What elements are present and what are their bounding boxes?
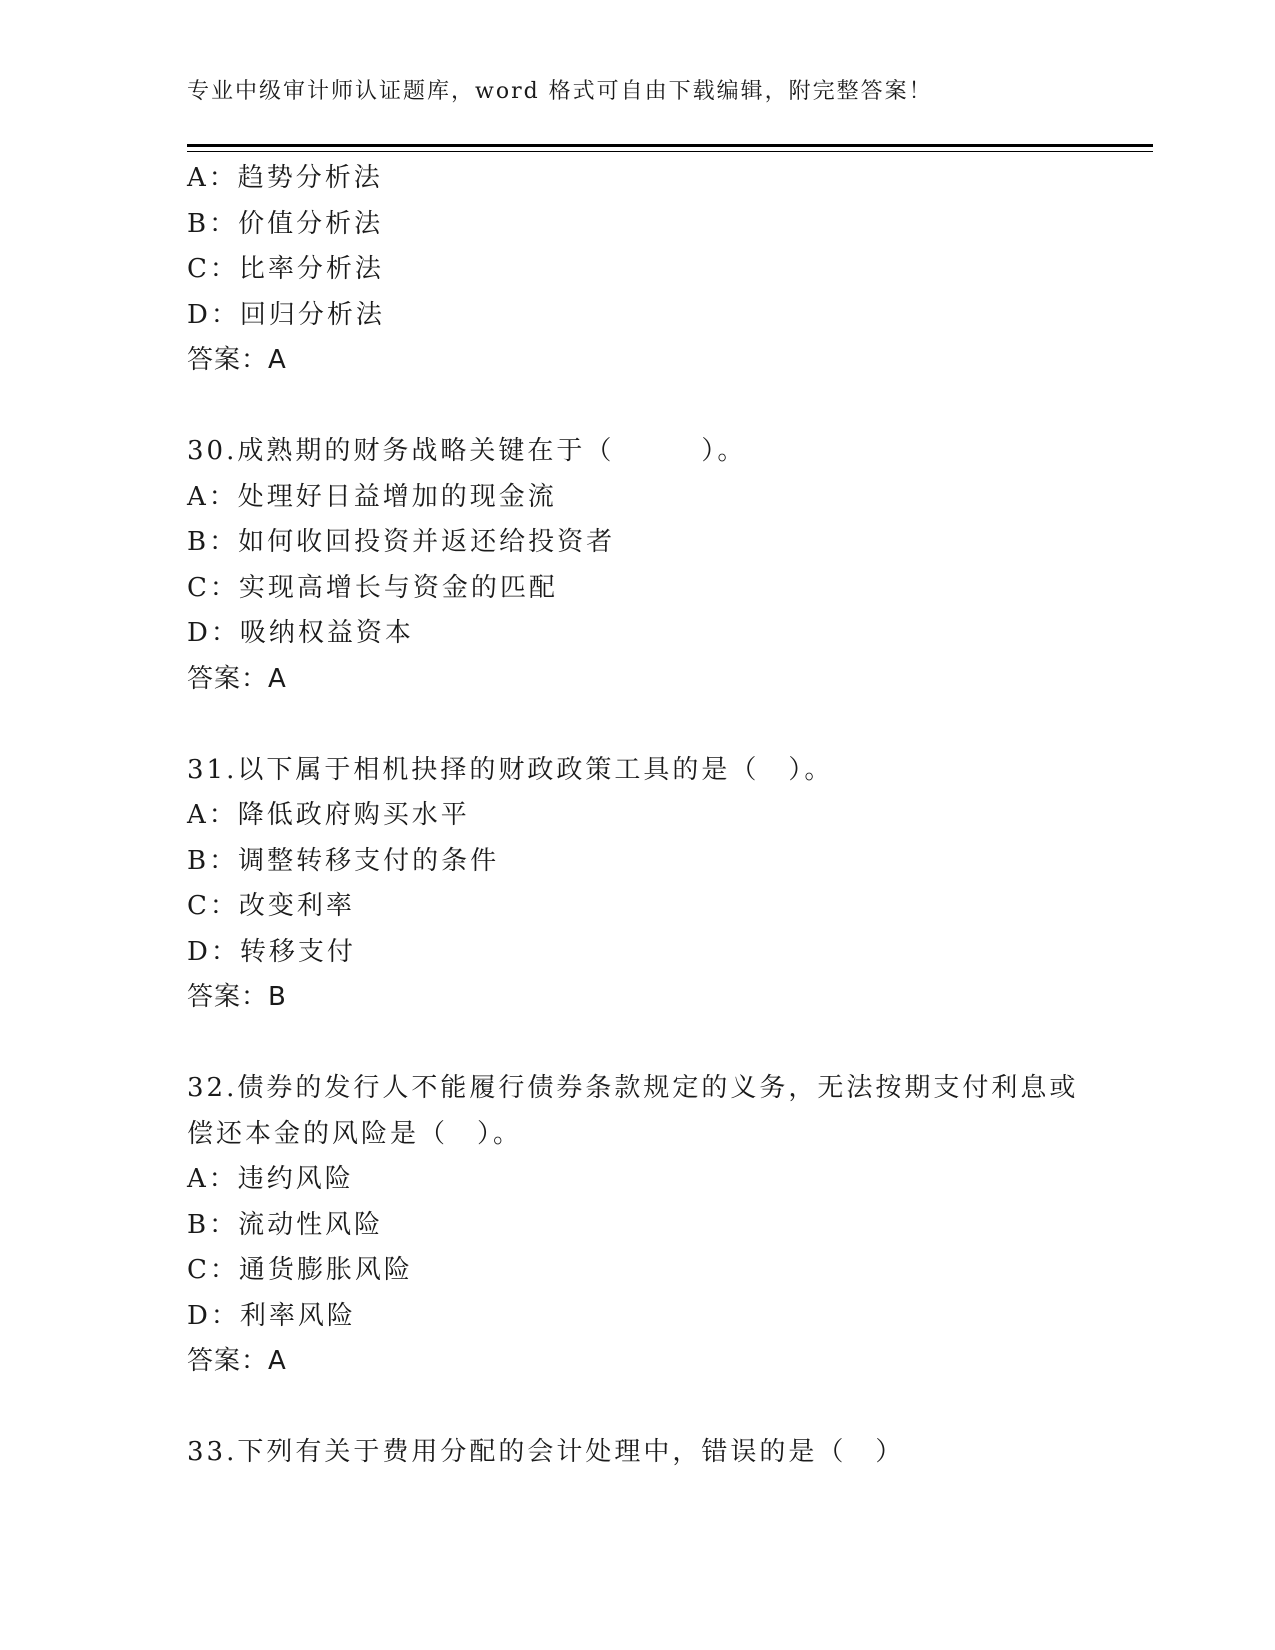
option-d: D：回归分析法 <box>187 299 385 330</box>
answer: 答案：A <box>187 345 287 375</box>
question-text: 31.以下属于相机抉择的财政政策工具的是（ ）。 <box>187 754 834 785</box>
option-a: A：降低政府购买水平 <box>187 800 470 830</box>
question-31 <box>187 748 1087 1021</box>
option-b: B：流动性风险 <box>187 1209 384 1240</box>
option-b: B：价值分析法 <box>187 208 384 239</box>
answer: 答案：A <box>187 663 287 694</box>
option-c: C：实现高增长与资金的匹配 <box>187 572 558 603</box>
answer: 答案：B <box>187 982 287 1012</box>
question-30 <box>187 429 1087 702</box>
question-29 <box>187 156 1087 384</box>
question-text-line-2: 偿还本金的风险是（ ）。 <box>187 1118 523 1149</box>
option-d: D：吸纳权益资本 <box>187 618 414 648</box>
header-rule-thick <box>187 144 1153 147</box>
option-a: A：趋势分析法 <box>187 163 383 193</box>
question-33 <box>187 1430 1087 1476</box>
option-b: B：如何收回投资并返还给投资者 <box>187 527 616 557</box>
option-c: C：通货膨胀风险 <box>187 1255 413 1285</box>
page-header: 专业中级审计师认证题库，word 格式可自由下载编辑，附完整答案！ <box>187 79 933 104</box>
question-text-line-1: 32.债券的发行人不能履行债券条款规定的义务，无法按期支付利息或 <box>187 1073 1079 1103</box>
option-d: D：转移支付 <box>187 936 356 967</box>
option-a: A：违约风险 <box>187 1164 354 1194</box>
question-text: 33.下列有关于费用分配的会计处理中，错误的是（ ） <box>187 1437 905 1467</box>
question-32 <box>187 1066 1087 1385</box>
question-text: 30.成熟期的财务战略关键在于（ ）。 <box>187 436 747 466</box>
header-rule-thin <box>187 151 1153 152</box>
option-d: D：利率风险 <box>187 1300 356 1331</box>
question-list <box>187 156 1087 1476</box>
answer: 答案：A <box>187 1346 287 1376</box>
option-b: B：调整转移支付的条件 <box>187 845 500 876</box>
option-a: A：处理好日益增加的现金流 <box>187 481 557 512</box>
option-c: C：比率分析法 <box>187 254 384 284</box>
option-c: C：改变利率 <box>187 891 355 921</box>
